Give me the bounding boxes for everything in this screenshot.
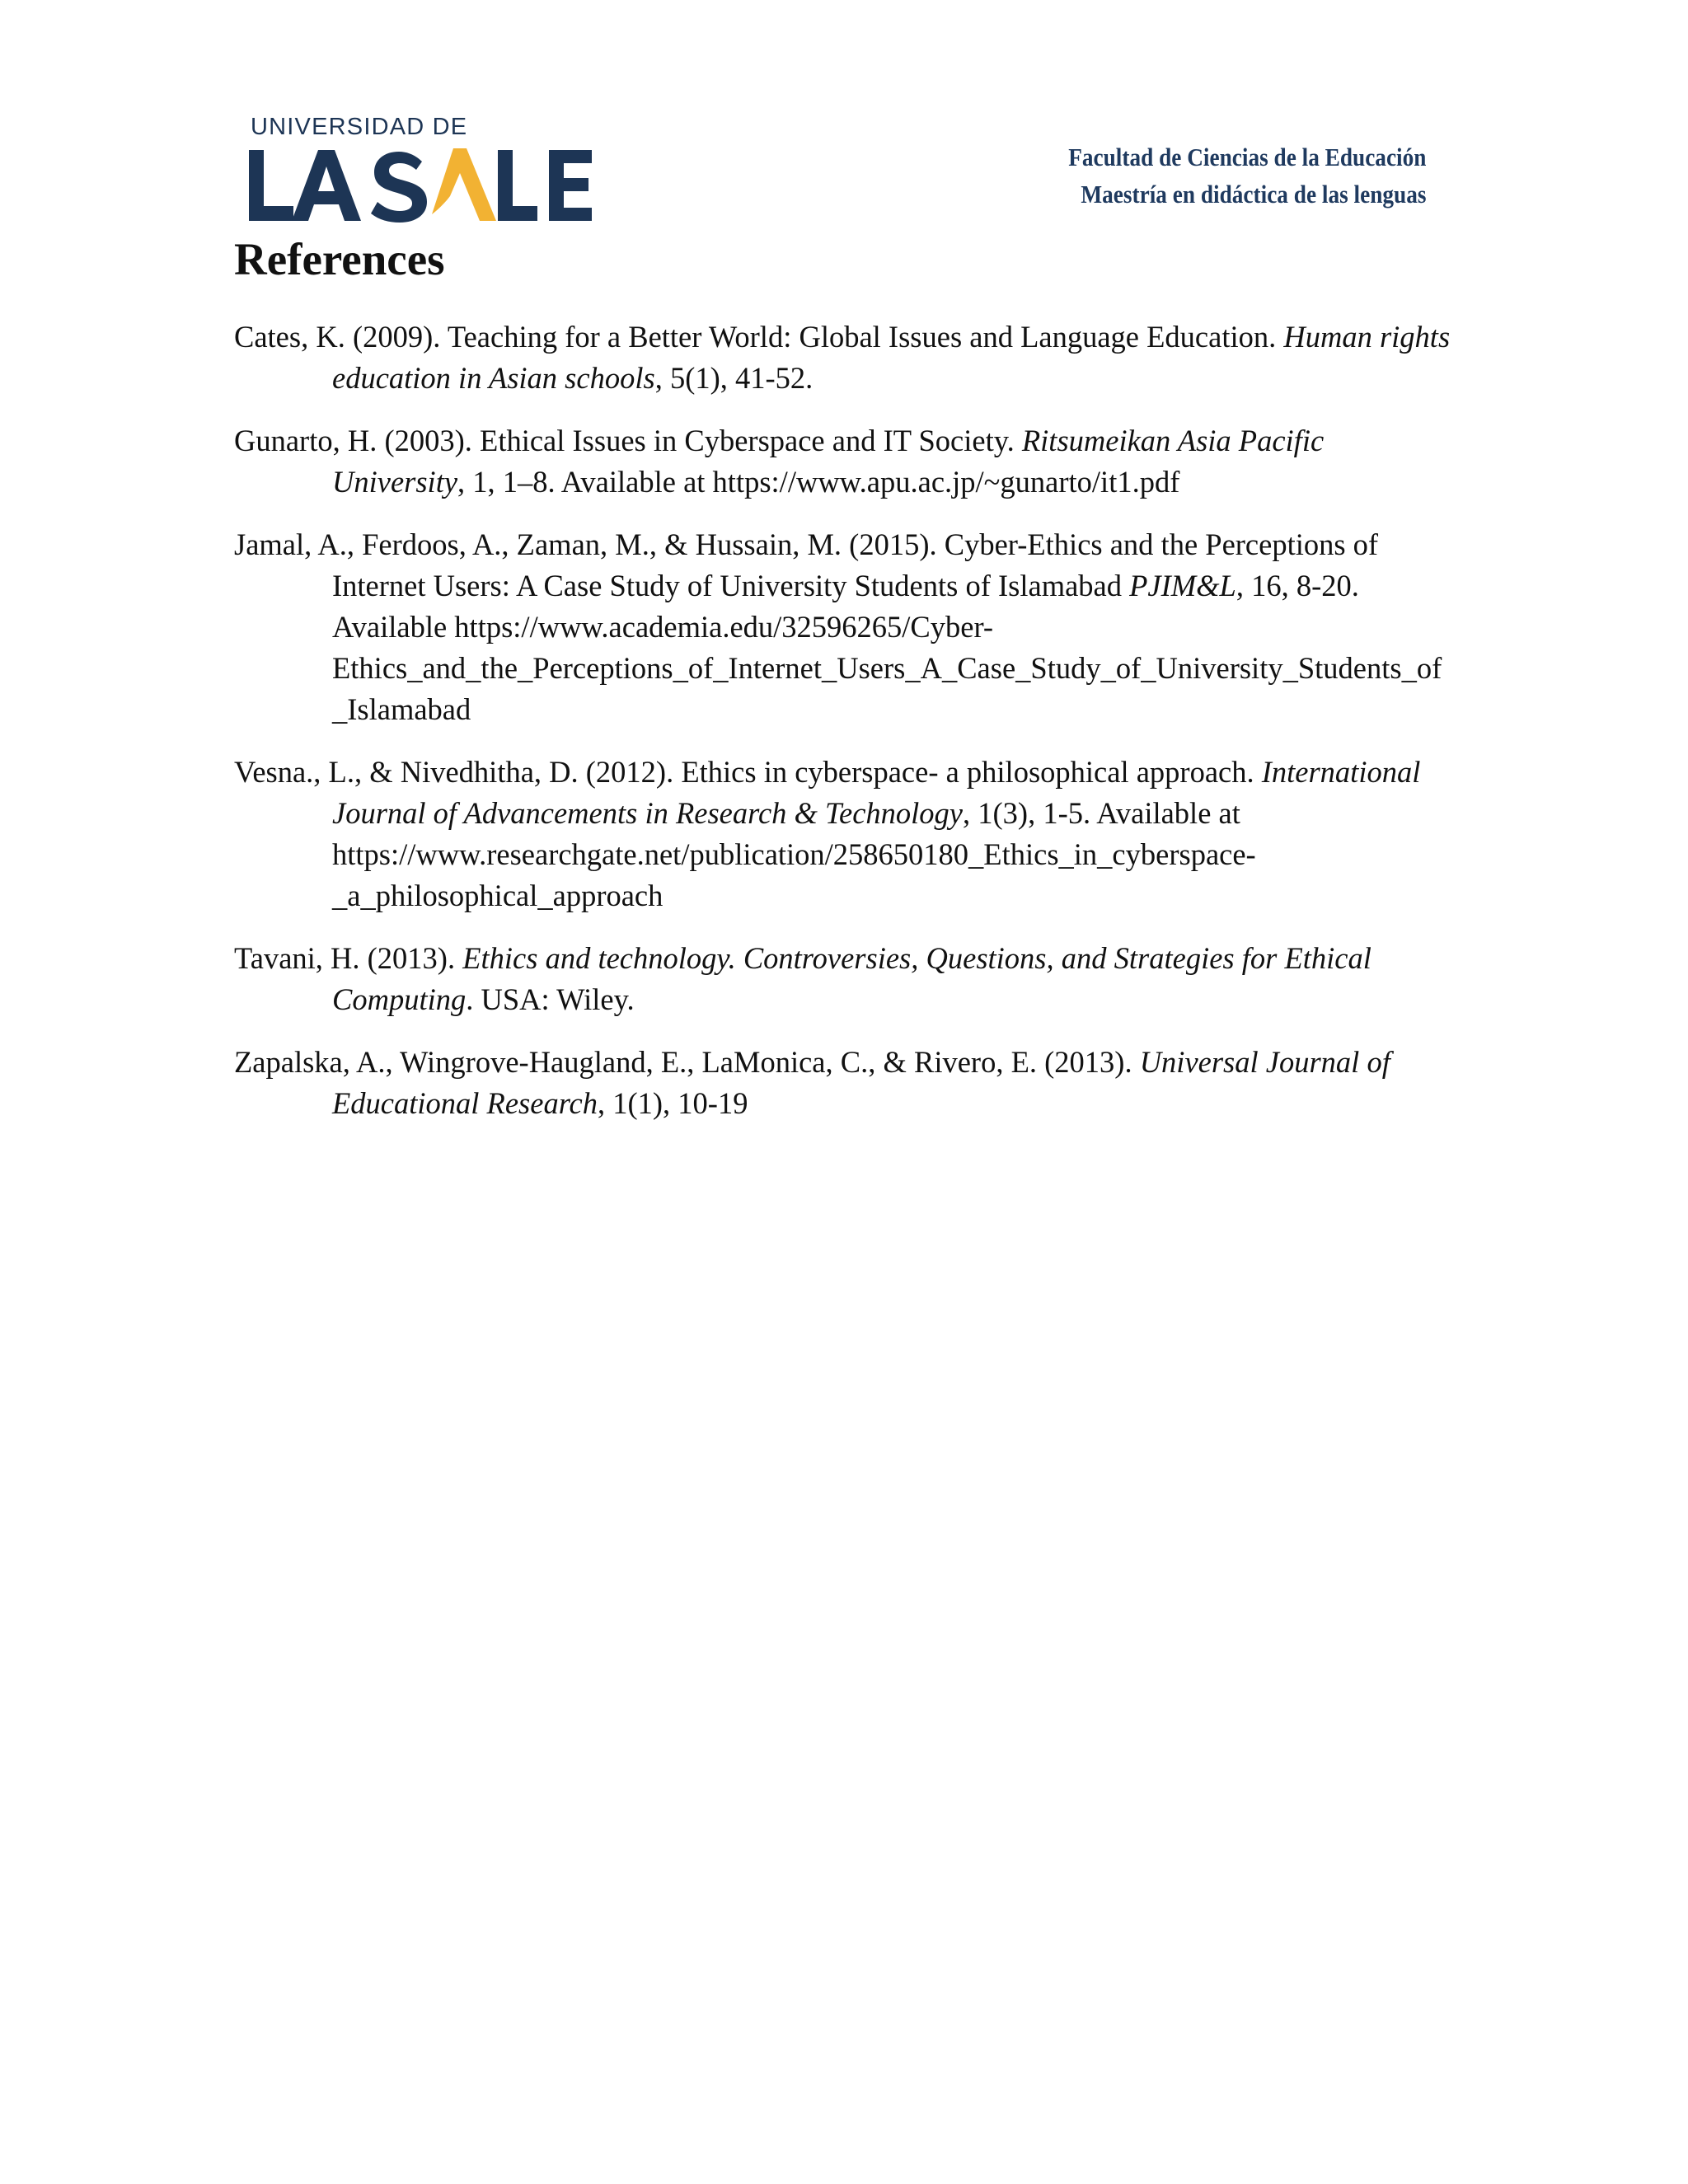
reference-text: Tavani, H. (2013).	[234, 941, 463, 975]
references-title: References	[234, 234, 445, 284]
reference-details: . USA: Wiley.	[466, 982, 635, 1016]
reference-entry	[234, 420, 1454, 503]
logo-letter-a2	[432, 148, 496, 221]
reference-text: Jamal, A., Ferdoos, A., Zaman, M., & Hussain, M. (2015). Cyber-Ethics and the Perceptions of Internet Users: A Case Study of University Students of Islamabad	[234, 527, 1379, 602]
reference-details: , 1(1), 10-19	[598, 1086, 748, 1120]
faculty-name: Facultad de Ciencias de la Educación	[1067, 143, 1426, 171]
reference-details: , 16, 8-20. Available https://www.academia.edu/32596265/Cyber-Ethics_and_the_Perceptions_of_Internet_Users_A_Case_Study_of_University_Students_of_Islamabad	[332, 569, 1442, 726]
reference-entry	[234, 524, 1454, 730]
reference-details: , 5(1), 41-52.	[654, 361, 814, 395]
reference-text: Cates, K. (2009). Teaching for a Better World: Global Issues and Language Education.	[234, 320, 1284, 354]
program-name: Maestría en didáctica de las lenguas	[1080, 180, 1426, 209]
reference-details: , 1, 1–8. Available at https://www.apu.ac.jp/~gunarto/it1.pdf	[457, 465, 1180, 499]
university-logo	[247, 112, 593, 223]
logo-letter-e	[549, 150, 592, 221]
logo-letter-l1	[249, 150, 293, 221]
reference-entry	[234, 752, 1454, 916]
logo-wordmark	[247, 145, 593, 223]
logo-top-text: UNIVERSIDAD DE	[251, 114, 468, 140]
reference-details: , 1(3), 1-5. Available at https://www.researchgate.net/publication/258650180_Ethics_in_cyberspace-_a_philosophical_approach	[332, 796, 1256, 912]
reference-list	[234, 316, 1454, 1146]
reference-entry	[234, 938, 1454, 1020]
logo-letter-a1	[292, 150, 361, 221]
reference-source: Ethics and technology. Controversies, Questions, and Strategies for Ethical Computing	[332, 941, 1372, 1016]
reference-entry	[234, 1042, 1454, 1124]
reference-text: Zapalska, A., Wingrove-Haugland, E., LaMonica, C., & Rivero, E. (2013).	[234, 1045, 1140, 1079]
reference-text: Gunarto, H. (2003). Ethical Issues in Cyberspace and IT Society.	[234, 424, 1022, 457]
reference-source: Universal Journal of Educational Research	[332, 1045, 1390, 1120]
faculty-header	[1068, 138, 1426, 213]
reference-source: International Journal of Advancements in Research & Technology	[332, 755, 1421, 830]
reference-source: Ritsumeikan Asia Pacific University	[332, 424, 1325, 499]
reference-source: Human rights education in Asian schools	[332, 320, 1451, 395]
reference-source: PJIM&L	[1129, 569, 1236, 602]
logo-letter-s	[371, 152, 427, 223]
reference-text: Vesna., L., & Nivedhitha, D. (2012). Ethics in cyberspace- a philosophical approach.	[234, 755, 1262, 789]
reference-entry	[234, 316, 1454, 399]
